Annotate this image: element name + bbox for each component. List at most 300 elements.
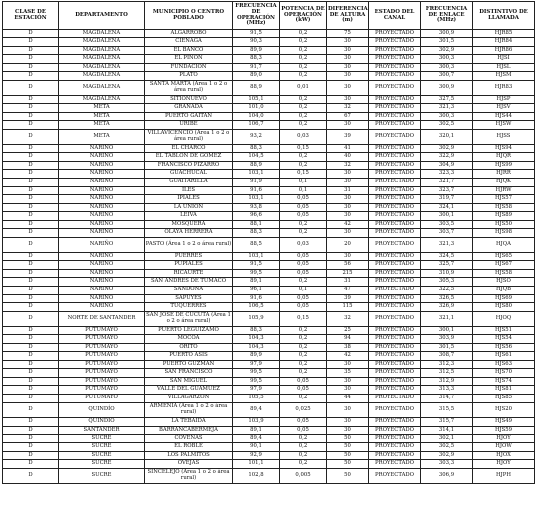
table-row bbox=[3, 112, 535, 120]
cell-channel-status: PROYECTADO bbox=[369, 229, 421, 237]
cell-channel-status: PROYECTADO bbox=[369, 72, 421, 80]
cell-municipality: PUERTO ASÍS bbox=[145, 352, 233, 360]
cell-call-sign: HJQK bbox=[473, 178, 535, 186]
cell-municipality: ORITO bbox=[145, 343, 233, 351]
table-row bbox=[3, 303, 535, 311]
cell-channel-status: PROYECTADO bbox=[369, 203, 421, 211]
cell-call-sign: HJRW bbox=[473, 186, 535, 194]
cell-municipality: PUERTO GUZMÁN bbox=[145, 360, 233, 368]
cell-link-frequency: 324,1 bbox=[421, 203, 473, 211]
cell-station-class: D bbox=[3, 95, 59, 103]
cell-link-frequency: 303,3 bbox=[421, 460, 473, 468]
cell-link-frequency: 313,3 bbox=[421, 386, 473, 394]
table-row bbox=[3, 435, 535, 443]
cell-operating-power: 0,2 bbox=[280, 327, 327, 335]
table-row bbox=[3, 261, 535, 269]
cell-link-frequency: 302,9 bbox=[421, 144, 473, 152]
cell-call-sign: HJQR bbox=[473, 153, 535, 161]
cell-station-class: D bbox=[3, 252, 59, 260]
cell-municipality: EL PIÑON bbox=[145, 55, 233, 63]
cell-station-class: D bbox=[3, 121, 59, 129]
cell-station-class: D bbox=[3, 220, 59, 228]
cell-operating-frequency: 91,7 bbox=[233, 63, 280, 71]
cell-height-difference: 50 bbox=[327, 443, 369, 451]
table-row bbox=[3, 212, 535, 220]
cell-call-sign: HJOY bbox=[473, 435, 535, 443]
cell-operating-power: 0,2 bbox=[280, 369, 327, 377]
cell-operating-power: 0,03 bbox=[280, 129, 327, 144]
cell-department: NARIÑO bbox=[59, 161, 145, 169]
table-row bbox=[3, 377, 535, 385]
cell-channel-status: PROYECTADO bbox=[369, 286, 421, 294]
table-row bbox=[3, 269, 535, 277]
cell-station-class: D bbox=[3, 402, 59, 417]
cell-department: MAGDALENA bbox=[59, 30, 145, 38]
cell-channel-status: PROYECTADO bbox=[369, 435, 421, 443]
cell-call-sign: HJS63 bbox=[473, 360, 535, 368]
cell-call-sign: HJS67 bbox=[473, 261, 535, 269]
cell-operating-frequency: 93,2 bbox=[233, 129, 280, 144]
cell-operating-power: 0,2 bbox=[280, 63, 327, 71]
cell-link-frequency: 303,9 bbox=[421, 335, 473, 343]
cell-call-sign: HJS74 bbox=[473, 377, 535, 385]
cell-channel-status: PROYECTADO bbox=[369, 129, 421, 144]
cell-operating-power: 0,15 bbox=[280, 144, 327, 152]
cell-municipality: SAN JOSÉ DE CÚCUTA (Área 1 o 2 o área rural) bbox=[145, 311, 233, 326]
cell-station-class: D bbox=[3, 72, 59, 80]
cell-station-class: D bbox=[3, 327, 59, 335]
cell-channel-status: PROYECTADO bbox=[369, 360, 421, 368]
cell-channel-status: PROYECTADO bbox=[369, 161, 421, 169]
cell-station-class: D bbox=[3, 311, 59, 326]
cell-operating-frequency: 103,1 bbox=[233, 170, 280, 178]
cell-link-frequency: 301,5 bbox=[421, 38, 473, 46]
cell-municipality: PUERRES bbox=[145, 252, 233, 260]
cell-operating-frequency: 89,1 bbox=[233, 278, 280, 286]
cell-department: NORTE DE SANTANDER bbox=[59, 311, 145, 326]
cell-link-frequency: 321,3 bbox=[421, 104, 473, 112]
cell-call-sign: HJS85 bbox=[473, 394, 535, 402]
cell-link-frequency: 300,1 bbox=[421, 212, 473, 220]
cell-department: NARIÑO bbox=[59, 269, 145, 277]
cell-operating-power: 0,2 bbox=[280, 335, 327, 343]
cell-operating-power: 0,05 bbox=[280, 303, 327, 311]
cell-call-sign: HJPH bbox=[473, 468, 535, 483]
cell-operating-frequency: 103,1 bbox=[233, 252, 280, 260]
cell-operating-power: 0,2 bbox=[280, 435, 327, 443]
cell-channel-status: PROYECTADO bbox=[369, 95, 421, 103]
cell-department: NARIÑO bbox=[59, 278, 145, 286]
table-row bbox=[3, 30, 535, 38]
cell-municipality: EL BANCO bbox=[145, 46, 233, 54]
cell-height-difference: 44 bbox=[327, 394, 369, 402]
cell-municipality: LOS PALMITOS bbox=[145, 451, 233, 459]
cell-link-frequency: 321,7 bbox=[421, 178, 473, 186]
cell-link-frequency: 300,3 bbox=[421, 63, 473, 71]
cell-channel-status: PROYECTADO bbox=[369, 252, 421, 260]
cell-height-difference: 30 bbox=[327, 63, 369, 71]
cell-department: PUTUMAYO bbox=[59, 360, 145, 368]
cell-department: SUCRE bbox=[59, 460, 145, 468]
cell-operating-frequency: 91,5 bbox=[233, 261, 280, 269]
cell-department: SUCRE bbox=[59, 435, 145, 443]
cell-channel-status: PROYECTADO bbox=[369, 468, 421, 483]
cell-station-class: D bbox=[3, 360, 59, 368]
cell-height-difference: 31 bbox=[327, 278, 369, 286]
cell-call-sign: HJS81 bbox=[473, 386, 535, 394]
cell-call-sign: HJR84 bbox=[473, 38, 535, 46]
column-header-link-frequency: FRECUENCIA DE ENLACE (MHz) bbox=[421, 2, 473, 30]
cell-station-class: D bbox=[3, 377, 59, 385]
cell-link-frequency: 315,5 bbox=[421, 402, 473, 417]
cell-municipality: SANDONÁ bbox=[145, 286, 233, 294]
table-row bbox=[3, 360, 535, 368]
cell-operating-frequency: 103,1 bbox=[233, 195, 280, 203]
table-row bbox=[3, 178, 535, 186]
cell-operating-power: 0,05 bbox=[280, 252, 327, 260]
cell-operating-frequency: 88,1 bbox=[233, 220, 280, 228]
cell-height-difference: 30 bbox=[327, 121, 369, 129]
column-header-height-difference: DIFERENCIA DE ALTURA (m) bbox=[327, 2, 369, 30]
cell-operating-frequency: 106,5 bbox=[233, 303, 280, 311]
cell-station-class: D bbox=[3, 460, 59, 468]
cell-department: NARIÑO bbox=[59, 186, 145, 194]
cell-station-class: D bbox=[3, 38, 59, 46]
cell-municipality: SAN MIGUEL bbox=[145, 377, 233, 385]
column-header-station-class: CLASE DE ESTACIÓN bbox=[3, 2, 59, 30]
cell-call-sign: HJOX bbox=[473, 451, 535, 459]
cell-department: PUTUMAYO bbox=[59, 386, 145, 394]
table-row bbox=[3, 237, 535, 252]
cell-operating-frequency: 93,8 bbox=[233, 203, 280, 211]
cell-height-difference: 32 bbox=[327, 104, 369, 112]
cell-station-class: D bbox=[3, 294, 59, 302]
cell-link-frequency: 303,7 bbox=[421, 229, 473, 237]
cell-height-difference: 20 bbox=[327, 237, 369, 252]
table-row bbox=[3, 294, 535, 302]
cell-operating-power: 0,2 bbox=[280, 352, 327, 360]
cell-link-frequency: 300,3 bbox=[421, 55, 473, 63]
cell-height-difference: 30 bbox=[327, 195, 369, 203]
cell-municipality: EL CHARCO bbox=[145, 144, 233, 152]
cell-operating-frequency: 105,1 bbox=[233, 95, 280, 103]
cell-department: NARIÑO bbox=[59, 220, 145, 228]
cell-station-class: D bbox=[3, 229, 59, 237]
cell-municipality: LA TEBAIDA bbox=[145, 418, 233, 426]
cell-operating-frequency: 88,9 bbox=[233, 161, 280, 169]
cell-channel-status: PROYECTADO bbox=[369, 153, 421, 161]
cell-department: MAGDALENA bbox=[59, 55, 145, 63]
cell-operating-power: 0,2 bbox=[280, 443, 327, 451]
cell-link-frequency: 306,9 bbox=[421, 468, 473, 483]
cell-call-sign: HJS56 bbox=[473, 343, 535, 351]
cell-call-sign: HJSO bbox=[473, 278, 535, 286]
cell-height-difference: 30 bbox=[327, 170, 369, 178]
cell-station-class: D bbox=[3, 269, 59, 277]
cell-call-sign: HJS80 bbox=[473, 303, 535, 311]
cell-call-sign: HJS20 bbox=[473, 402, 535, 417]
cell-link-frequency: 312,9 bbox=[421, 377, 473, 385]
cell-municipality: IPIALES bbox=[145, 195, 233, 203]
cell-department: NARIÑO bbox=[59, 252, 145, 260]
cell-operating-frequency: 88,5 bbox=[233, 237, 280, 252]
cell-municipality: PUERTO GAITÁN bbox=[145, 112, 233, 120]
cell-department: MAGDALENA bbox=[59, 72, 145, 80]
cell-height-difference: 30 bbox=[327, 212, 369, 220]
column-header-municipality: MUNICIPIO O CENTRO POBLADO bbox=[145, 2, 233, 30]
cell-operating-frequency: 89,0 bbox=[233, 72, 280, 80]
cell-operating-power: 0,05 bbox=[280, 418, 327, 426]
cell-height-difference: 47 bbox=[327, 286, 369, 294]
cell-department: MAGDALENA bbox=[59, 95, 145, 103]
cell-operating-frequency: 104,0 bbox=[233, 112, 280, 120]
cell-department: NARIÑO bbox=[59, 203, 145, 211]
table-row bbox=[3, 72, 535, 80]
cell-height-difference: 25 bbox=[327, 327, 369, 335]
cell-operating-power: 0,2 bbox=[280, 121, 327, 129]
cell-station-class: D bbox=[3, 335, 59, 343]
cell-link-frequency: 314,7 bbox=[421, 394, 473, 402]
cell-operating-power: 0,05 bbox=[280, 269, 327, 277]
cell-operating-power: 0,15 bbox=[280, 311, 327, 326]
table-row bbox=[3, 220, 535, 228]
cell-department: PUTUMAYO bbox=[59, 352, 145, 360]
cell-station-class: D bbox=[3, 129, 59, 144]
cell-department: NARIÑO bbox=[59, 144, 145, 152]
cell-height-difference: 30 bbox=[327, 386, 369, 394]
cell-channel-status: PROYECTADO bbox=[369, 30, 421, 38]
cell-link-frequency: 325,7 bbox=[421, 261, 473, 269]
cell-call-sign: HJSS bbox=[473, 129, 535, 144]
cell-channel-status: PROYECTADO bbox=[369, 237, 421, 252]
cell-department: PUTUMAYO bbox=[59, 377, 145, 385]
cell-height-difference: 39 bbox=[327, 294, 369, 302]
cell-department: SUCRE bbox=[59, 443, 145, 451]
cell-department: NARIÑO bbox=[59, 229, 145, 237]
cell-call-sign: HJS99 bbox=[473, 161, 535, 169]
cell-department: NARIÑO bbox=[59, 294, 145, 302]
cell-channel-status: PROYECTADO bbox=[369, 460, 421, 468]
cell-operating-power: 0,05 bbox=[280, 294, 327, 302]
cell-operating-power: 0,2 bbox=[280, 229, 327, 237]
cell-link-frequency: 323,7 bbox=[421, 186, 473, 194]
cell-operating-power: 0,2 bbox=[280, 104, 327, 112]
cell-link-frequency: 314,1 bbox=[421, 426, 473, 434]
cell-call-sign: HJS50 bbox=[473, 220, 535, 228]
cell-municipality: SINCELEJO (Área 1 o 2 o área rural) bbox=[145, 468, 233, 483]
table-row bbox=[3, 418, 535, 426]
cell-link-frequency: 300,9 bbox=[421, 30, 473, 38]
cell-channel-status: PROYECTADO bbox=[369, 418, 421, 426]
cell-station-class: D bbox=[3, 161, 59, 169]
cell-link-frequency: 308,7 bbox=[421, 352, 473, 360]
cell-municipality: PUPIALES bbox=[145, 261, 233, 269]
cell-municipality: SAPUYES bbox=[145, 294, 233, 302]
cell-operating-power: 0,1 bbox=[280, 186, 327, 194]
cell-link-frequency: 319,7 bbox=[421, 195, 473, 203]
cell-station-class: D bbox=[3, 343, 59, 351]
cell-operating-frequency: 90,3 bbox=[233, 38, 280, 46]
cell-operating-frequency: 104,5 bbox=[233, 153, 280, 161]
cell-station-class: D bbox=[3, 261, 59, 269]
cell-channel-status: PROYECTADO bbox=[369, 426, 421, 434]
cell-call-sign: HJS65 bbox=[473, 252, 535, 260]
cell-municipality: PLATO bbox=[145, 72, 233, 80]
cell-municipality: PASTO (Área 1 o 2 o área rural) bbox=[145, 237, 233, 252]
cell-operating-frequency: 88,3 bbox=[233, 229, 280, 237]
cell-height-difference: 30 bbox=[327, 178, 369, 186]
cell-department: NARIÑO bbox=[59, 195, 145, 203]
cell-municipality: VILLAVICENCIO (Área 1 o 2 o área rural) bbox=[145, 129, 233, 144]
cell-height-difference: 115 bbox=[327, 303, 369, 311]
cell-operating-frequency: 99,5 bbox=[233, 369, 280, 377]
cell-channel-status: PROYECTADO bbox=[369, 121, 421, 129]
table-row bbox=[3, 286, 535, 294]
cell-height-difference: 42 bbox=[327, 220, 369, 228]
cell-height-difference: 30 bbox=[327, 426, 369, 434]
cell-department: NARIÑO bbox=[59, 153, 145, 161]
cell-call-sign: HJS94 bbox=[473, 144, 535, 152]
cell-department: MAGDALENA bbox=[59, 46, 145, 54]
cell-channel-status: PROYECTADO bbox=[369, 394, 421, 402]
cell-operating-frequency: 89,9 bbox=[233, 46, 280, 54]
table-row bbox=[3, 327, 535, 335]
cell-call-sign: HJS58 bbox=[473, 269, 535, 277]
column-header-department: DEPARTAMENTO bbox=[59, 2, 145, 30]
cell-link-frequency: 321,1 bbox=[421, 311, 473, 326]
table-body bbox=[3, 30, 535, 484]
cell-station-class: D bbox=[3, 278, 59, 286]
cell-link-frequency: 320,1 bbox=[421, 129, 473, 144]
cell-municipality: PUERTO LEGUÍZAMO bbox=[145, 327, 233, 335]
cell-channel-status: PROYECTADO bbox=[369, 261, 421, 269]
cell-link-frequency: 327,5 bbox=[421, 95, 473, 103]
cell-channel-status: PROYECTADO bbox=[369, 335, 421, 343]
table-row bbox=[3, 278, 535, 286]
cell-municipality: FUNDACIÓN bbox=[145, 63, 233, 71]
cell-department: PUTUMAYO bbox=[59, 394, 145, 402]
table-row bbox=[3, 252, 535, 260]
cell-municipality: LA UNIÓN bbox=[145, 203, 233, 211]
cell-link-frequency: 322,5 bbox=[421, 286, 473, 294]
cell-operating-power: 0,2 bbox=[280, 343, 327, 351]
cell-municipality: BARRANCABERMEJA bbox=[145, 426, 233, 434]
cell-municipality: EL ROBLE bbox=[145, 443, 233, 451]
cell-height-difference: 50 bbox=[327, 435, 369, 443]
cell-department: PUTUMAYO bbox=[59, 343, 145, 351]
cell-link-frequency: 322,9 bbox=[421, 153, 473, 161]
cell-operating-frequency: 105,9 bbox=[233, 311, 280, 326]
cell-link-frequency: 321,3 bbox=[421, 237, 473, 252]
table-row bbox=[3, 229, 535, 237]
cell-height-difference: 30 bbox=[327, 80, 369, 95]
cell-link-frequency: 302,9 bbox=[421, 451, 473, 459]
cell-link-frequency: 302,5 bbox=[421, 443, 473, 451]
cell-station-class: D bbox=[3, 237, 59, 252]
cell-height-difference: 50 bbox=[327, 468, 369, 483]
cell-link-frequency: 303,5 bbox=[421, 220, 473, 228]
cell-operating-power: 0,2 bbox=[280, 38, 327, 46]
cell-link-frequency: 302,1 bbox=[421, 435, 473, 443]
cell-height-difference: 32 bbox=[327, 311, 369, 326]
cell-municipality: ILES bbox=[145, 186, 233, 194]
cell-channel-status: PROYECTADO bbox=[369, 195, 421, 203]
table-row bbox=[3, 335, 535, 343]
cell-department: META bbox=[59, 129, 145, 144]
cell-station-class: D bbox=[3, 386, 59, 394]
table-row bbox=[3, 386, 535, 394]
table-row bbox=[3, 468, 535, 483]
cell-operating-power: 0,05 bbox=[280, 377, 327, 385]
cell-operating-power: 0,05 bbox=[280, 261, 327, 269]
cell-station-class: D bbox=[3, 369, 59, 377]
cell-call-sign: HJSW bbox=[473, 121, 535, 129]
cell-operating-frequency: 89,1 bbox=[233, 426, 280, 434]
cell-channel-status: PROYECTADO bbox=[369, 144, 421, 152]
cell-operating-frequency: 96,6 bbox=[233, 212, 280, 220]
cell-link-frequency: 304,9 bbox=[421, 161, 473, 169]
table-row bbox=[3, 394, 535, 402]
table-row bbox=[3, 451, 535, 459]
cell-operating-frequency: 88,3 bbox=[233, 144, 280, 152]
cell-station-class: D bbox=[3, 443, 59, 451]
table-row bbox=[3, 129, 535, 144]
cell-operating-frequency: 99,5 bbox=[233, 269, 280, 277]
cell-call-sign: HJS51 bbox=[473, 327, 535, 335]
cell-operating-frequency: 91,5 bbox=[233, 30, 280, 38]
cell-operating-frequency: 97,9 bbox=[233, 360, 280, 368]
table-row bbox=[3, 161, 535, 169]
cell-link-frequency: 302,9 bbox=[421, 46, 473, 54]
cell-operating-frequency: 90,1 bbox=[233, 443, 280, 451]
table-row bbox=[3, 46, 535, 54]
table-row bbox=[3, 186, 535, 194]
cell-municipality: LEIVA bbox=[145, 212, 233, 220]
cell-channel-status: PROYECTADO bbox=[369, 369, 421, 377]
table-row bbox=[3, 95, 535, 103]
cell-department: MAGDALENA bbox=[59, 38, 145, 46]
cell-height-difference: 30 bbox=[327, 72, 369, 80]
cell-department: NARIÑO bbox=[59, 212, 145, 220]
cell-call-sign: HJOQ bbox=[473, 311, 535, 326]
cell-municipality: FRANCISCO PIZARRO bbox=[145, 161, 233, 169]
table-row bbox=[3, 121, 535, 129]
table-row bbox=[3, 352, 535, 360]
cell-call-sign: HJSM bbox=[473, 72, 535, 80]
cell-department: META bbox=[59, 112, 145, 120]
cell-height-difference: 35 bbox=[327, 369, 369, 377]
cell-link-frequency: 300,7 bbox=[421, 72, 473, 80]
cell-height-difference: 39 bbox=[327, 129, 369, 144]
cell-call-sign: HJQA bbox=[473, 237, 535, 252]
cell-municipality: SITIONUEVO bbox=[145, 95, 233, 103]
cell-call-sign: HJS44 bbox=[473, 112, 535, 120]
cell-operating-frequency: 101,0 bbox=[233, 104, 280, 112]
cell-operating-power: 0,2 bbox=[280, 394, 327, 402]
table-row bbox=[3, 195, 535, 203]
table-row bbox=[3, 460, 535, 468]
cell-operating-power: 0,2 bbox=[280, 460, 327, 468]
cell-call-sign: HJS70 bbox=[473, 369, 535, 377]
cell-height-difference: 30 bbox=[327, 46, 369, 54]
cell-municipality: VALLE DEL GUAMUEZ bbox=[145, 386, 233, 394]
cell-operating-frequency: 89,9 bbox=[233, 352, 280, 360]
cell-height-difference: 75 bbox=[327, 30, 369, 38]
cell-operating-power: 0,01 bbox=[280, 80, 327, 95]
cell-channel-status: PROYECTADO bbox=[369, 303, 421, 311]
cell-height-difference: 50 bbox=[327, 451, 369, 459]
cell-station-class: D bbox=[3, 104, 59, 112]
